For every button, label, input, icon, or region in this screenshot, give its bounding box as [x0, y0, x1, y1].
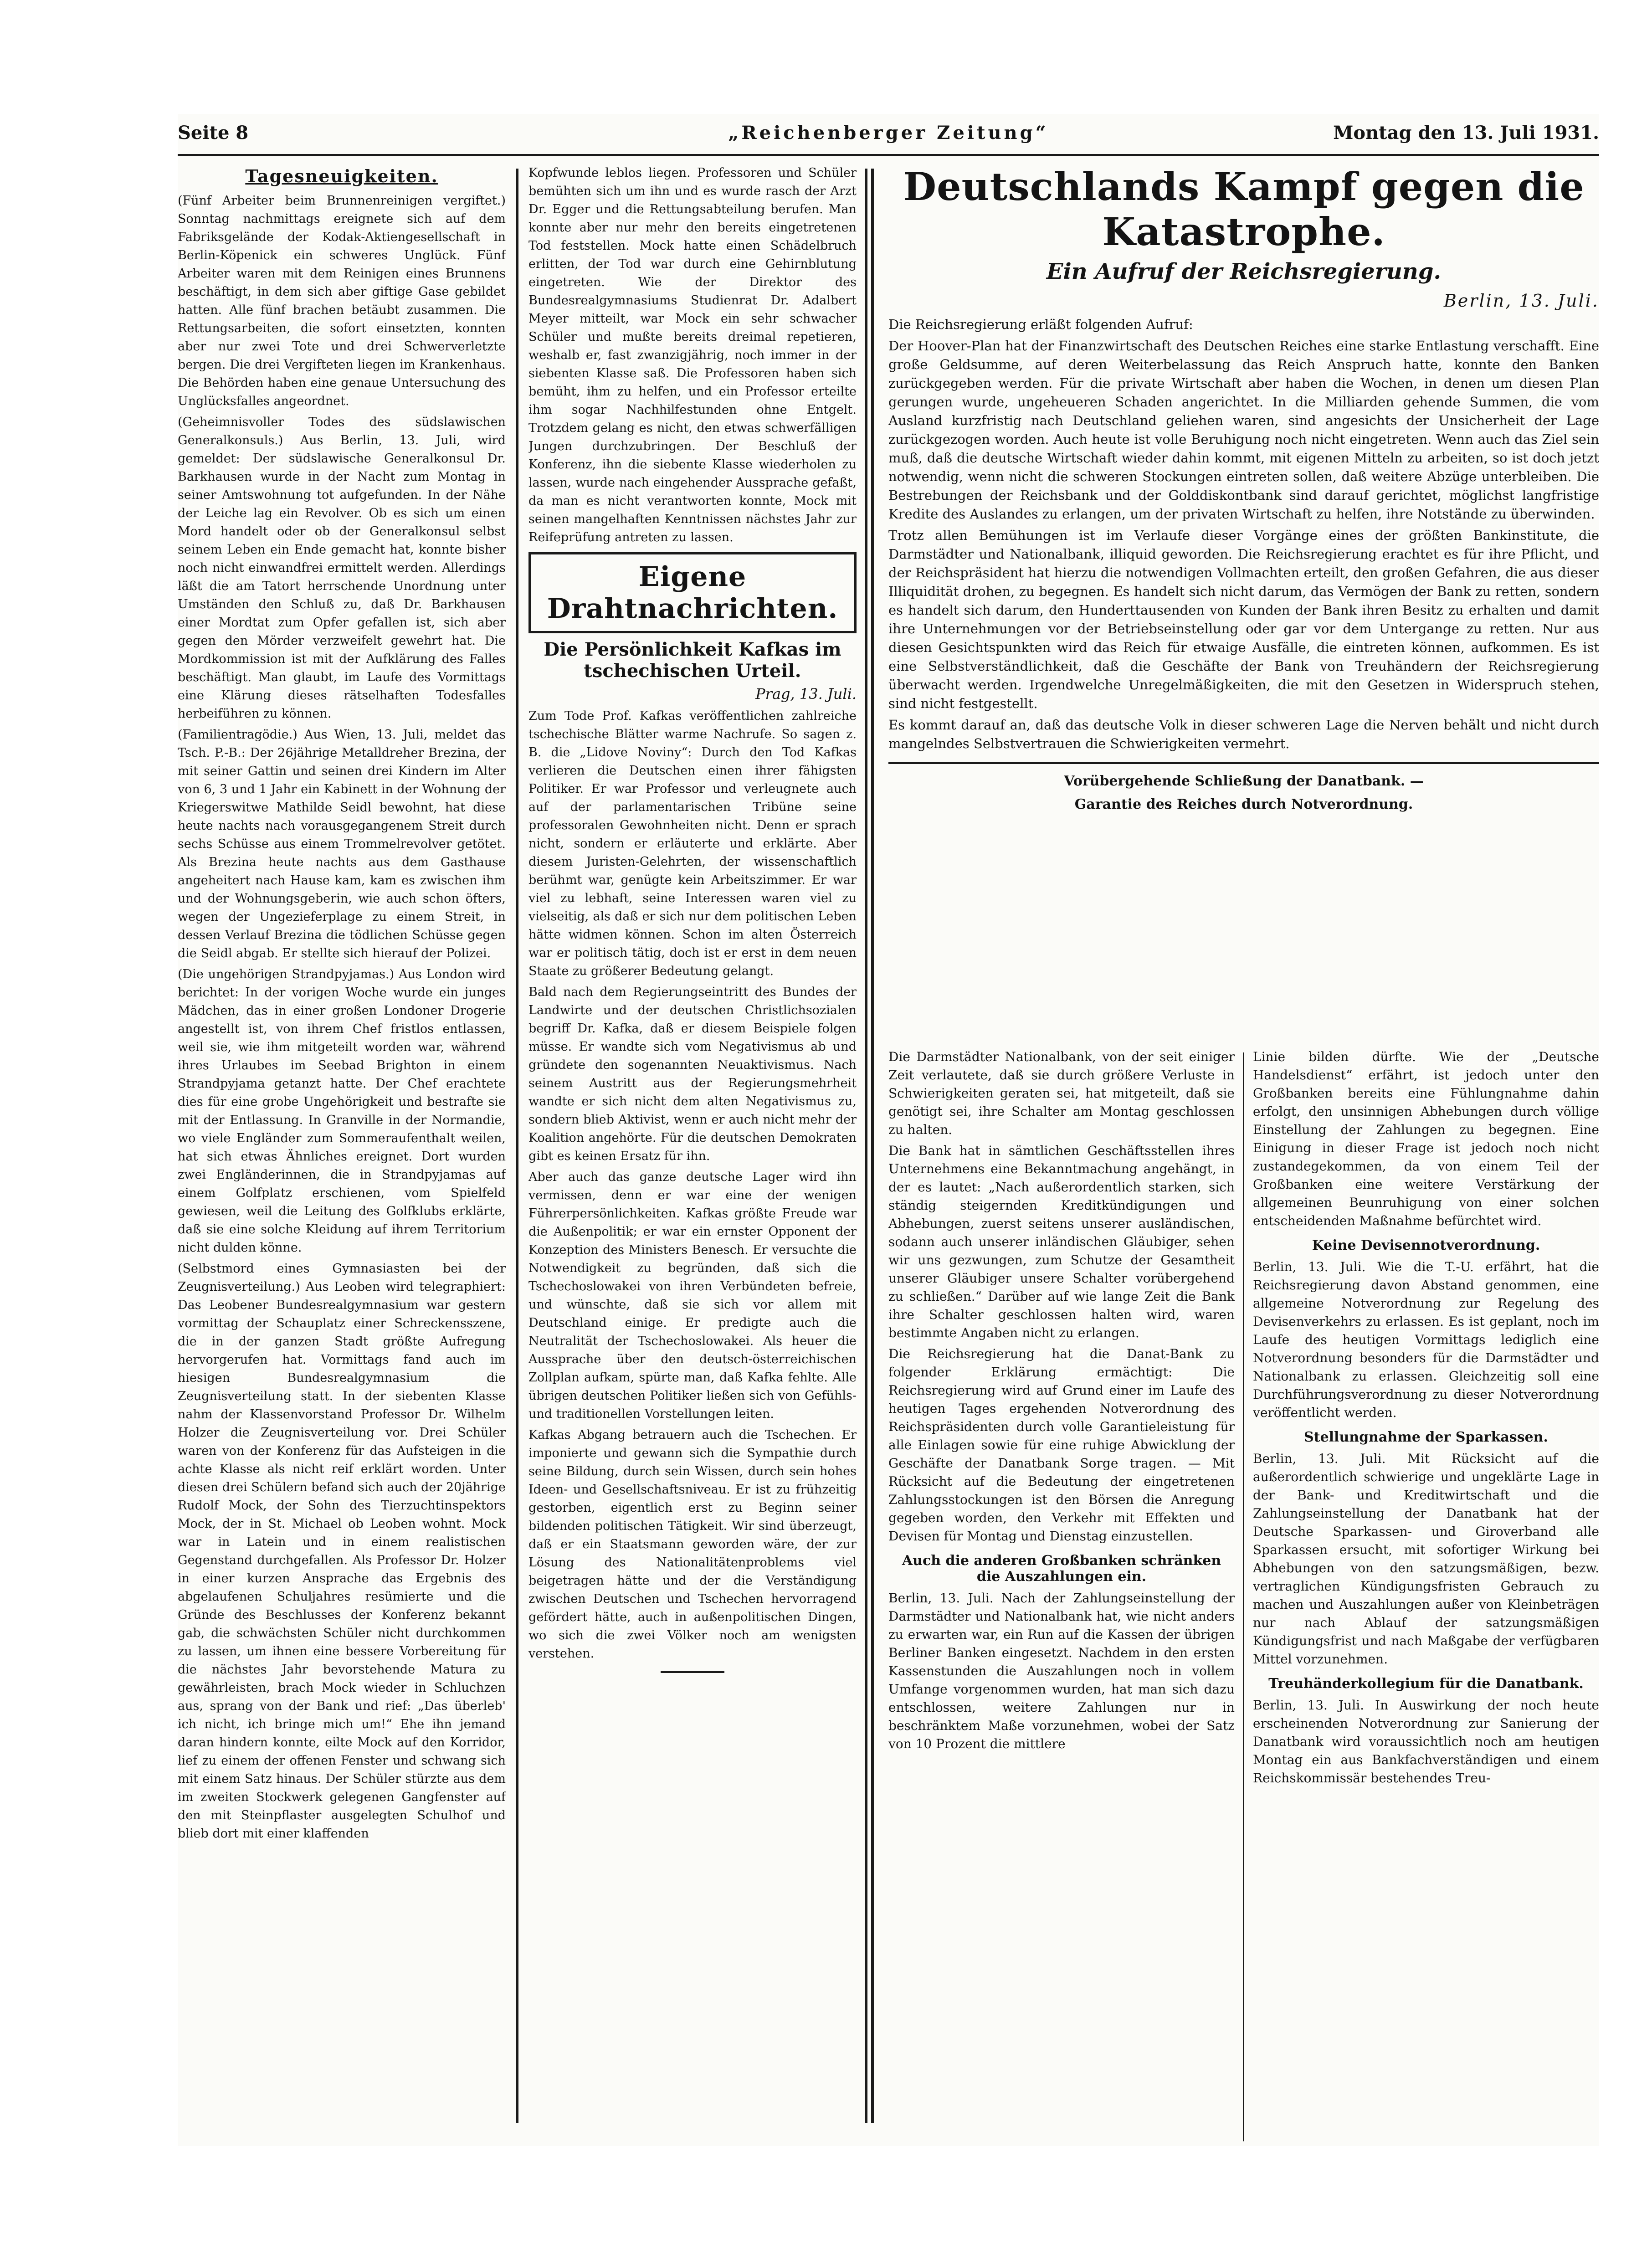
treuhand-headline: Treuhänderkollegium für die Danatbank. — [1268, 1676, 1584, 1692]
banner-box — [528, 552, 857, 633]
article-paragraph: Berlin, 13. Juli. In Auswirkung der noch heute erscheinenden Notverordnung zur Sanierung der Danatbank wird voraussichtlich noch am heutigen Montag ein aus Bankfachverständigen und einem Reichskommissär bestehendes Treu- — [1253, 1698, 1599, 1786]
section-title: Tagesneuigkeiten. — [245, 166, 438, 186]
article-paragraph: Bald nach dem Regierungseintritt des Bundes der Landwirte und der deutschen Christlichsozialen begriff Dr. Kafka, daß er diesem Beispiele folgen müsse. Er wandte sich vom Negativismus ab und gründete den sogenannten Neuaktivismus. Nach seinem Austritt aus der Regierungsmehrheit wandte er sich nicht dem alten Negativismus zu, sondern blieb Aktivist, wenn er auch nicht mehr der Koalition angehörte. Für die deutschen Demokraten gibt es keinen Ersatz für ihn. — [528, 985, 857, 1163]
sparkassen-headline: Stellungnahme der Sparkassen. — [1304, 1429, 1548, 1445]
banks-headline: Auch die anderen Großbanken schränken die Auszahlungen ein. — [902, 1553, 1221, 1585]
lead-headline: Deutschlands Kampf gegen die Katastrophe. — [903, 164, 1585, 254]
article-paragraph: Zum Tode Prof. Kafkas veröffentlichen zahlreiche tschechische Blätter warme Nachrufe. So sagen z. B. die „Lidove Noviny“: Durch den Tod Kafkas verlieren die Deutschen einen ihrer fähigsten Politiker. Er war Professor und verleugnete auch auf der parlamentarischen Tribüne seine professoralen Gewohnheiten nicht. Denn er sprach nicht, sondern er erläuterte und erklärte. Aber diesem Juristen-Gelehrten, der wissenschaftlich berühmt war, genügte kein Arbeitszimmer. Er war viel zu lebhaft, seine Interessen waren viel zu vielseitig, als daß er sich nur dem politischen Leben hätte widmen können. Schon im alten Österreich war er politisch tätig, doch ist er erst in dem neuen Staate zu größerer Bedeutung gelangt. — [528, 709, 857, 978]
column-danat-left — [888, 1048, 1235, 2141]
column-drahtnachrichten — [528, 164, 857, 2123]
column-divider — [516, 169, 518, 2123]
article-paragraph: (Geheimnisvoller Todes des südslawischen Generalkonsuls.) Aus Berlin, 13. Juli, wird gemeldet: Der südslawische Generalkonsul Dr. Barkhausen wurde in der Nacht zum Montag in seiner Amtswohnung tot aufgefunden. In der Nähe der Leiche lag ein Revolver. Ob es sich um einen Mord handelt oder ob der Generalkonsul selbst seinem Leben ein Ende gemacht hat, konnte bisher noch nicht einwandfrei ermittelt werden. Allerdings läßt die am Tatort herrschende Unordnung unter Umständen den Schluß zu, daß Dr. Barkhausen einer Mordtat zum Opfer gefallen ist, sich aber gegen den Mörder verzweifelt gewehrt hat. Die Mordkommission ist mit der Aufklärung des Falles beschäftigt. Man glaubt, im Laufe des Vormittags eine Klärung dieses rätselhaften Todesfalles herbeiführen zu können. — [178, 415, 506, 721]
article-paragraph: Die Bank hat in sämtlichen Geschäftsstellen ihres Unternehmens eine Bekanntmachung angehängt, in der es lautet: „Nach außerordentlich starken, sich ständig steigernden Kreditkündigungen und Abhebungen, zuerst seitens unserer ausländischen, sodann auch unserer inländischen Gläubiger, sehen wir uns gezwungen, zum Schutze der Gesamtheit unserer Gläubiger unsere Schalter vorübergehend zu schließen.“ Darüber auf wie lange Zeit die Bank ihre Schalter geschlossen halten wird, waren bestimmte Angaben nicht zu erlangen. — [888, 1143, 1235, 1340]
kafka-headline: Die Persönlichkeit Kafkas im tschechischen Urteil. — [544, 639, 841, 682]
column-divider — [871, 169, 874, 2123]
newspaper-title: „Reichenberger Zeitung“ — [728, 122, 1049, 144]
article-paragraph: Der Hoover-Plan hat der Finanzwirtschaft des Deutschen Reiches eine starke Entlastung verschafft. Eine große Geldsumme, auf deren Weiterbelassung das Reich Anspruch hatte, konnte den Banken zurückgegeben werden. Für die private Wirtschaft aber haben die Wochen, in denen um diesen Plan gerungen wurde, ungeheueren Schaden angerichtet. In die Milliarden gehende Summen, die vom Ausland kurzfristig nach Deutschland geliehen waren, sind angesichts der Unsicherheit der Lage zurückgezogen worden. Auch heute ist volle Beruhigung noch nicht eingetreten. Wenn auch das Ziel sein muß, daß die deutsche Wirtschaft wieder dahin kommt, mit eigenen Mitteln zu arbeiten, so ist doch jetzt notwendig, wenn nicht die schweren Stockungen eintreten sollen, daß weitere Abzüge unterbleiben. Die Bestrebungen der Reichsbank und der Golddiskontbank sind darauf gerichtet, möglichst langfristige Kredite des Auslandes zu erlangen, um der privaten Wirtschaft zu helfen, ihre Notstände zu überwinden. — [888, 338, 1599, 522]
article-paragraph: Die Reichsregierung hat die Danat-Bank zu folgender Erklärung ermächtigt: Die Reichsregierung wird auf Grund einer im Laufe des heutigen Tages ergehenden Notverordnung des Reichspräsidenten durch volle Garantieleistung für alle Einlagen sowie für eine ruhige Abwicklung der Geschäfte der Danatbank Sorge tragen. — Mit Rücksicht auf die Bedeutung der eingetretenen Zahlungsstockungen ist den Börsen die Anregung gegeben worden, den Verkehr mit Effekten und Devisen für Montag und Dienstag einzustellen. — [888, 1346, 1235, 1544]
article-paragraph: (Familientragödie.) Aus Wien, 13. Juli, meldet das Tsch. P.-B.: Der 26jährige Metalldreher Brezina, der mit seiner Gattin und seinen drei Kindern im Alter von 6, 3 und 1 Jahr ein Kabinett in der Wohnung der Kriegerswitwe Mathilde Seidl bewohnt, hat diese heute nachts nach vorausgegangenem Streit durch sechs Schüsse aus einem Trommelrevolver getötet. Als Brezina heute nachts aus dem Gasthause angeheitert nach Hause kam, kam es zwischen ihm und der Wohnungsgeberin, wie auch schon öfters, wegen der Ungezieferplage zu einem Streit, in dessen Verlauf Brezina die tödlichen Schüsse gegen die Seidl abgab. Er stellte sich hierauf der Polizei. — [178, 728, 506, 960]
column-divider — [1243, 1052, 1244, 2141]
article-paragraph: Kopfwunde leblos liegen. Professoren und Schüler bemühten sich um ihn und es wurde rasch der Arzt Dr. Egger und die Rettungsabteilung berufen. Man konnte aber nur mehr den bereits eingetretenen Tod feststellen. Mock hatte einen Schädelbruch erlitten, der Tod war durch eine Gehirnblutung eingetreten. Wie der Direktor des Bundesrealgymnasiums Studienrat Dr. Adalbert Meyer mitteilt, war Mock ein sehr schwacher Schüler und mußte bereits dreimal repetieren, weshalb er, fast zwanzigjährig, noch immer in der siebenten Klasse saß. Die Professoren haben sich bemüht, ihm zu helfen, und ein Professor erteilte ihm sogar Nachhilfestunden ohne Entgelt. Trotzdem gelang es nicht, den etwas schwerfälligen Jungen durchzubringen. Der Beschluß der Konferenz, ihn die siebente Klasse wiederholen zu lassen, wurde nach eingehender Aussprache gefaßt, da man es nicht verantworten konnte, Mock mit seinen mangelhaften Kenntnissen nächstes Jahr zur Reifeprüfung antreten zu lassen. — [528, 166, 857, 544]
article-paragraph: Berlin, 13. Juli. Mit Rücksicht auf die außerordentlich schwierige und ungeklärte Lage in der Bank- und Kreditwirtschaft und die Zahlungseinstellung der Danatbank hat der Deutsche Sparkassen- und Giroverband alle Sparkassen ersucht, mit sofortiger Wirkung bei Abhebungen von den satzungsmäßigen, bezw. vertraglichen Kündigungsfristen Gebrauch zu machen und Auszahlungen außer von Kleinbeträgen nur nach Ablauf der satzungsmäßigen Kündigungsfrist und nach Maßgabe der verfügbaren Mittel vorzunehmen. — [1253, 1451, 1599, 1667]
column-tagesneuigkeiten — [178, 164, 506, 2123]
article-paragraph: Die Darmstädter Nationalbank, von der seit einiger Zeit verlautete, daß sie durch größere Verluste in Schwierigkeiten geraten sei, hat mitgeteilt, daß sie genötigt sei, ihre Schalter am Montag geschlossen zu halten. — [888, 1049, 1235, 1137]
end-rule — [661, 1671, 724, 1673]
column-divider — [865, 169, 867, 2123]
lead-dateline: Berlin, 13. Juli. — [1443, 291, 1599, 311]
article-paragraph: Berlin, 13. Juli. Nach der Zahlungseinstellung der Darmstädter und Nationalbank hat, wie nicht anders zu erwarten war, ein Run auf die Kassen der übrigen Berliner Banken eingesetzt. Nachdem in den ersten Kassenstunden die Auszahlungen noch in vollem Umfange vorgenommen wurden, hat man sich dazu entschlossen, weitere Zahlungen nur in beschränktem Maße vorzunehmen, wobei der Satz von 10 Prozent die mittlere — [888, 1591, 1235, 1751]
article-paragraph: Aber auch das ganze deutsche Lager wird ihn vermissen, denn er war eine der wenigen Führerpersönlichkeiten. Kafkas größte Freude war die Außenpolitik; er war ein ernster Opponent der Konzeption des Ministers Benesch. Er versuchte die Notwendigkeit zu begründen, daß sich die Tschechoslowakei von ihren Verbündeten befreie, und wünschte, daß sie sich vor allem mit Deutschland einige. Er predigte auch die Neutralität der Tschechoslowakei. Als heuer die Aussprache über den deutsch-österreichischen Zollplan aufkam, spürte man, daß Kafka fehlte. Alle übrigen deutschen Politiker ließen sich von Gefühls- und traditionellen Vorstellungen leiten. — [528, 1170, 857, 1421]
newspaper-page — [178, 114, 1599, 2146]
article-paragraph: (Die ungehörigen Strandpyjamas.) Aus London wird berichtet: In der vorigen Woche wurde ein junges Mädchen, das in einer großen Londoner Drogerie angestellt ist, von ihrem Chef fristlos entlassen, weil sie, wie ihm mitgeteilt worden war, während ihres Urlaubes im Seebad Brighton in einem Strandpyjama getanzt hatte. Der Chef erachtete dies für eine grobe Ungehörigkeit und bestrafte sie mit der Entlassung. In Granville in der Normandie, wo viele Engländer zum Sommeraufenthalt weilen, hat sich etwas Ähnliches ereignet. Dort wurden zwei Engländerinnen, die in Strandpyjamas auf einem Golfplatz erschienen, vom Spielfeld gewiesen, weil die Leitung des Golfklubs erklärte, daß sie eine solche Kleidung auf ihrem Territorium nicht dulden könne. — [178, 967, 506, 1255]
kafka-dateline: Prag, 13. Juli. — [755, 685, 857, 703]
article-paragraph: (Selbstmord eines Gymnasiasten bei der Zeugnisverteilung.) Aus Leoben wird telegraphiert: Das Leobener Bundesrealgymnasium war gestern vormittag der Schauplatz einer Schreckensszene, die in der ganzen Stadt größte Aufregung hervorgerufen hat. Vormittags fand auch im hiesigen Bundesrealgymnasium die Zeugnisverteilung statt. In der siebenten Klasse nahm der Klassenvorstand Professor Dr. Wilhelm Holzer die Zeugnisverteilung vor. Drei Schüler waren von der Konferenz für das Aufsteigen in die achte Klasse als nicht reif erklärt worden. Unter diesen drei Schülern befand sich auch der 20jährige Rudolf Mock, der Sohn des Tierzuchtinspektors Mock, der in St. Michael ob Leoben wohnt. Mock war in Latein und in einem realistischen Gegenstand durchgefallen. Als Professor Dr. Holzer in einer kurzen Ansprache das Ergebnis des abgelaufenen Schuljahres resümierte und die Gründe des Beschlusses der Konferenz bekannt gab, die schwächsten Schüler nicht durchkommen zu lassen, um ihnen eine bessere Vorbereitung für die nächstes Jahr bevorstehende Matura zu gewährleisten, brach Mock wieder in Schluchzen aus, sprang von der Bank und rief: „Das überleb' ich nicht, ich bringe mich um!“ Ehe ihn jemand daran hindern konnte, eilte Mock auf den Korridor, lief zu einem der offenen Fenster und schwang sich mit einem Satz hinaus. Der Schüler stürzte aus dem im zweiten Stockwerk gelegenen Gangfenster auf den mit Steinpflaster ausgelegten Schulhof und blieb dort mit einer klaffenden — [178, 1262, 506, 1841]
danat-headline-2: Garantie des Reiches durch Notverordnung. — [1074, 796, 1413, 812]
article-paragraph: Die Reichsregierung erläßt folgenden Aufruf: — [888, 317, 1193, 332]
header-rule — [178, 154, 1599, 156]
column-danat-right — [1253, 1048, 1599, 2141]
article-paragraph: Kafkas Abgang betrauern auch die Tschechen. Er imponierte und gewann sich die Sympathie durch seine Bildung, durch sein Wissen, durch sein hohes Ideen- und Gesellschaftsniveau. Er ist zu frühzeitig gestorben, eigentlich erst zu Beginn seiner bildenden politischen Tätigkeit. Wir sind überzeugt, daß er ein Staatsmann geworden wäre, der zur Lösung des Nationalitätenproblems viel beigetragen hätte und der die Verständigung zwischen Deutschen und Tschechen hervorragend gefördert hätte, auch in außenpolitischen Dingen, wo sich die zwei Völker noch am wenigsten verstehen. — [528, 1428, 857, 1661]
section-rule — [888, 762, 1599, 764]
article-paragraph: Trotz allen Bemühungen ist im Verlaufe dieser Vorgänge eines der größten Bankinstitute, die Darmstädter und Nationalbank, illiquid geworden. Die Reichsregierung erachtet es für ihre Pflicht, und der Reichspräsident hat hierzu die notwendigen Vollmachten erteilt, den großen Gefahren, die aus dieser Illiquidität drohen, zu begegnen. Es handelt sich nicht darum, das Vermögen der Bank zu retten, sondern es handelt sich darum, den Hunderttausenden von Kunden der Bank ihren Besitz zu erhalten und damit ihre Unternehmungen vor der Betriebseinstellung oder gar vor dem Untergange zu retten. Nur aus diesen Gesichtspunkten wird das Reich für etwaige Ausfälle, die eintreten können, aufkommen. Es ist eine Selbstverständlichkeit, daß die Geschäfte der Bank von Treuhändern der Reichsregierung überwacht werden. Irgendwelche Unregelmäßigkeiten, die mit den Gesetzen in Widerspruch stehen, sind nicht festgestellt. — [888, 528, 1599, 711]
issue-date: Montag den 13. Juli 1931. — [1333, 122, 1599, 144]
danat-headline-1: Vorübergehende Schließung der Danatbank. — — [1064, 773, 1424, 789]
article-paragraph: Linie bilden dürfte. Wie der „Deutsche Handelsdienst“ erfährt, ist jedoch unter den Großbanken bereits eine Fühlungnahme dahin erfolgt, den unsinnigen Abhebungen durch völlige Einstellung der Zahlungen zu begegnen. Eine Einigung in dieser Frage ist jedoch noch nicht zustandegekommen, da von einem Teil der Großbanken eine weitere Verstärkung der allgemeinen Beunruhigung von einer solchen entscheidenden Maßnahme befürchtet wird. — [1253, 1049, 1599, 1228]
lead-subheadline: Ein Aufruf der Reichsregierung. — [1046, 259, 1442, 284]
article-paragraph: Berlin, 13. Juli. Wie die T.-U. erfährt, hat die Reichsregierung davon Abstand genommen, eine allgemeine Notverordnung zur Regelung des Devisenverkehrs zu erlassen. Es ist geplant, noch im Laufe des heutigen Vormittags lediglich eine Notverordnung besonders für die Darmstädter und Nationalbank zu erlassen. Gleichzeitig soll eine Durchführungsverordnung zu dieser Notverordnung veröffentlicht werden. — [1253, 1259, 1599, 1420]
article-paragraph: (Fünf Arbeiter beim Brunnenreinigen vergiftet.) Sonntag nachmittags ereignete sich auf dem Fabriksgelände der Kodak-Aktiengesellschaft in Berlin-Köpenick ein schweres Unglück. Fünf Arbeiter waren mit dem Reinigen eines Brunnens beschäftigt, in dem sich aber giftige Gase gebildet hatten. Alle fünf brachen betäubt zusammen. Die Rettungsarbeiten, die sofort einsetzten, konnten aber nur zwei Tote und drei Schwerverletzte bergen. Die drei Vergifteten liegen im Krankenhaus. Die Behörden haben eine genaue Untersuchung des Unglücksfalles angeordnet. — [178, 194, 506, 408]
banner-title: Eigene Drahtnachrichten. — [547, 561, 838, 625]
article-paragraph: Es kommt darauf an, daß das deutsche Volk in dieser schweren Lage die Nerven behält und nicht durch mangelndes Selbstvertrauen die Schwierigkeiten vermehrt. — [888, 717, 1599, 751]
page-header — [178, 114, 1599, 155]
page-number: Seite 8 — [178, 122, 249, 144]
devisen-headline: Keine Devisennotverordnung. — [1312, 1237, 1540, 1253]
